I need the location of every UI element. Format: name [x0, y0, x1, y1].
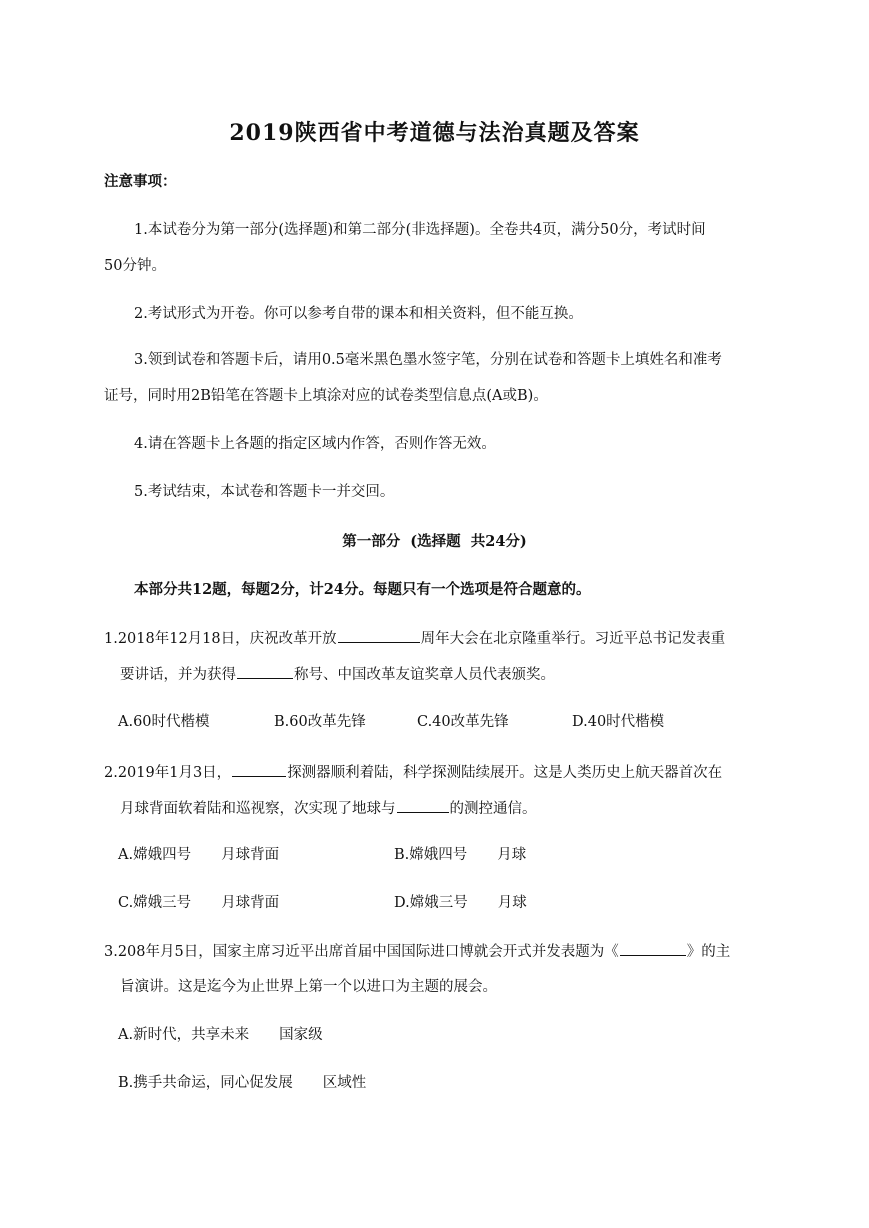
- question-2-option-b: [394, 845, 526, 865]
- question-3-option-a: [118, 1025, 323, 1045]
- option-a-answer-1: A.新时代，共享未来: [118, 1027, 250, 1043]
- question-1-option-c: C.40改革先锋: [417, 714, 509, 730]
- option-c-answer-2: 月球背面: [221, 895, 280, 911]
- question-1-option-b: B.60改革先锋: [274, 714, 366, 730]
- question-2-text-c: 月球背面软着陆和巡视察，次实现了地球与: [120, 801, 396, 817]
- notice-item-3-line-2: 证号，同时用2B铅笔在答题卡上填涂对应的试卷类型信息点(A或B)。: [104, 388, 548, 404]
- notice-item-5: 5.考试结束，本试卷和答题卡一并交回。: [134, 484, 395, 500]
- question-2-option-d: [394, 893, 527, 913]
- option-a-answer-2: 月球背面: [221, 847, 280, 863]
- question-2-text-b: 探测器顺利着陆，科学探测陆续展开。这是人类历史上航天器首次在: [287, 765, 723, 781]
- question-2-line-1: [104, 762, 722, 783]
- option-b-answer-1: B.携手共命运，同心促发展: [118, 1075, 293, 1091]
- question-2-line-2: [120, 798, 537, 819]
- answer-blank: [232, 762, 286, 777]
- option-b-answer-2: 区域性: [322, 1075, 367, 1091]
- part1-instruction: 本部分共12题，每题2分，计24分。每题只有一个选项是符合题意的。: [134, 581, 591, 598]
- question-1-text-a: 1.2018年12月18日，庆祝改革开放: [104, 631, 337, 647]
- question-3-line-2: 旨演讲。这是迄今为止世界上第一个以进口为主题的展会。: [120, 979, 497, 995]
- question-1-text-c: 要讲话，并为获得: [120, 667, 236, 683]
- question-3-text-a: 3.208年月5日，国家主席习近平出席首届中国国际进口博就会开式并发表题为《: [104, 944, 619, 960]
- answer-blank: [237, 664, 293, 679]
- part1-heading: 第一部分 (选择题 共24分): [342, 533, 527, 550]
- option-b-answer-1: B.嫦娥四号: [394, 847, 468, 863]
- notice-item-1-line-1: 1.本试卷分为第一部分(选择题)和第二部分(非选择题)。全卷共4页，满分50分，考试时间: [134, 222, 706, 238]
- question-1-text-b: 周年大会在北京隆重举行。习近平总书记发表重: [420, 631, 726, 647]
- question-2-option-c: [118, 893, 279, 913]
- question-2-option-a: [118, 845, 279, 865]
- question-1-option-a: A.60时代楷模: [118, 714, 210, 730]
- question-1-text-d: 称号、中国改革友谊奖章人员代表颁奖。: [294, 667, 555, 683]
- question-3-line-1: [104, 941, 730, 962]
- question-1-line-2: [120, 664, 555, 685]
- question-3-text-b: 》的主: [686, 944, 731, 960]
- page-title: 2019陕西省中考道德与法治真题及答案: [229, 120, 640, 146]
- answer-blank: [620, 941, 686, 956]
- question-1-line-1: [104, 628, 725, 649]
- option-a-answer-1: A.嫦娥四号: [118, 847, 192, 863]
- option-d-answer-2: 月球: [497, 895, 527, 911]
- notice-item-3-line-1: 3.领到试卷和答题卡后，请用0.5毫米黑色墨水签字笔，分别在试卷和答题卡上填姓名和准考: [134, 352, 722, 368]
- option-b-answer-2: 月球: [497, 847, 527, 863]
- question-1-option-d: D.40时代楷模: [572, 714, 665, 730]
- question-2-text-d: 的测控通信。: [449, 801, 537, 817]
- question-2-text-a: 2.2019年1月3日，: [104, 765, 232, 781]
- answer-blank: [338, 628, 420, 643]
- notice-heading: 注意事项：: [104, 173, 177, 190]
- option-a-answer-2: 国家级: [279, 1027, 323, 1043]
- notice-item-2: 2.考试形式为开卷。你可以参考自带的课本和相关资料，但不能互换。: [134, 306, 583, 322]
- question-3-option-b: [118, 1073, 366, 1093]
- answer-blank: [397, 798, 449, 813]
- notice-item-4: 4.请在答题卡上各题的指定区域内作答，否则作答无效。: [134, 436, 496, 452]
- option-d-answer-1: D.嫦娥三号: [394, 895, 468, 911]
- notice-item-1-line-2: 50分钟。: [104, 258, 166, 274]
- option-c-answer-1: C.嫦娥三号: [118, 895, 192, 911]
